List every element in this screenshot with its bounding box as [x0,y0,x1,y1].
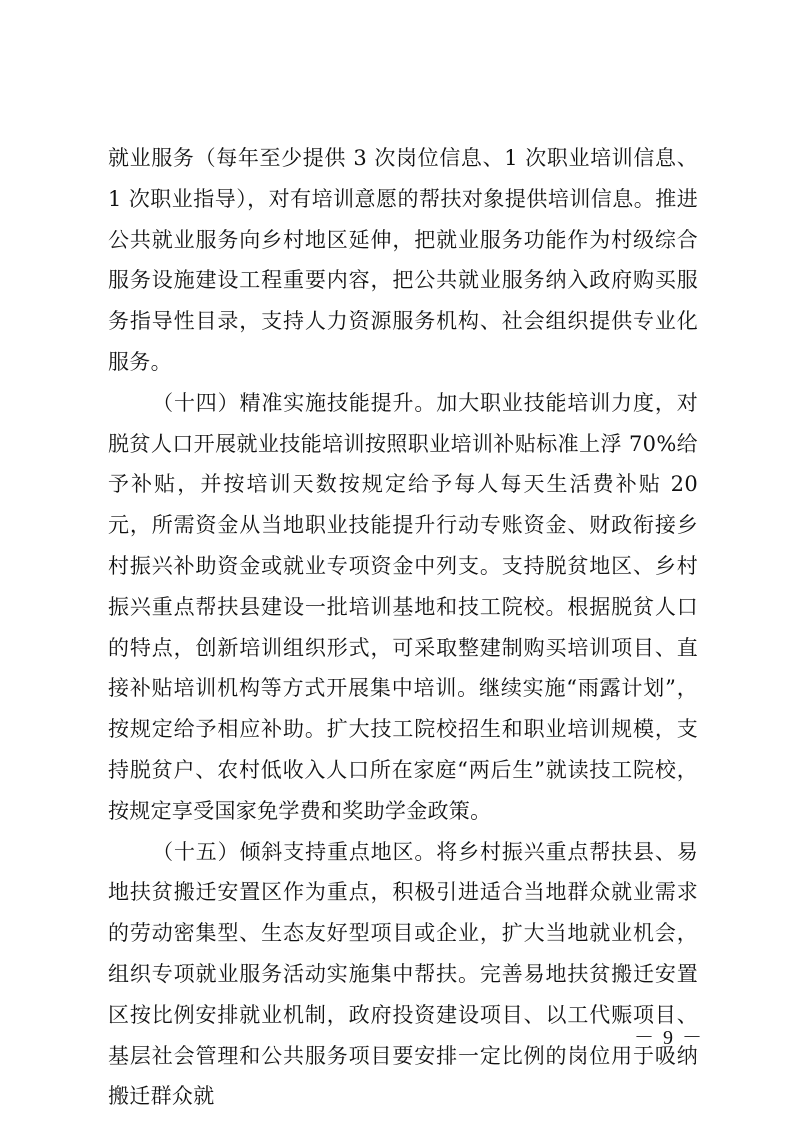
paragraph-employment-services: 就业服务（每年至少提供 3 次岗位信息、1 次职业培训信息、1 次职业指导），对有培训意愿的帮扶对象提供培训信息。推进公共就业服务向乡村地区延伸，把就业服务功能作为村级综合服务设施建设工程重要内容，把公共就业服务纳入政府购买服务指导性目录，支持人力资源服务机构、社会组织提供专业化服务。 [108,146,698,374]
page-number: － 9 － [634,1027,704,1049]
paragraph-key-regions-support: （十五）倾斜支持重点地区。将乡村振兴重点帮扶县、易地扶贫搬迁安置区作为重点，积极引进适合当地群众就业需求的劳动密集型、生态友好型项目或企业，扩大当地就业机会，组织专项就业服务活动实施集中帮扶。完善易地扶贫搬迁安置区按比例安排就业机制，政府投资建设项目、以工代赈项目、基层社会管理和公共服务项目要安排一定比例的岗位用于吸纳搬迁群众就 [108,839,698,1109]
document-body [108,138,698,1117]
paragraph-skill-improvement: （十四）精准实施技能提升。加大职业技能培训力度，对脱贫人口开展就业技能培训按照职业培训补贴标准上浮 70%给予补贴，并按培训天数按规定给予每人每天生活费补贴 20 元，所需资金从当地职业技能提升行动专账资金、财政衔接乡村振兴补助资金或就业专项资金中列支。支持脱贫地区、乡村振兴重点帮扶县建设一批培训基地和技工院校。根据脱贫人口的特点，创新培训组织形式，可采取整建制购买培训项目、直接补贴培训机构等方式开展集中培训。继续实施“雨露计划”，按规定给予相应补助。扩大技工院校招生和职业培训规模，支持脱贫户、农村低收入人口所在家庭“两后生”就读技工院校，按规定享受国家免学费和奖助学金政策。 [108,390,698,823]
